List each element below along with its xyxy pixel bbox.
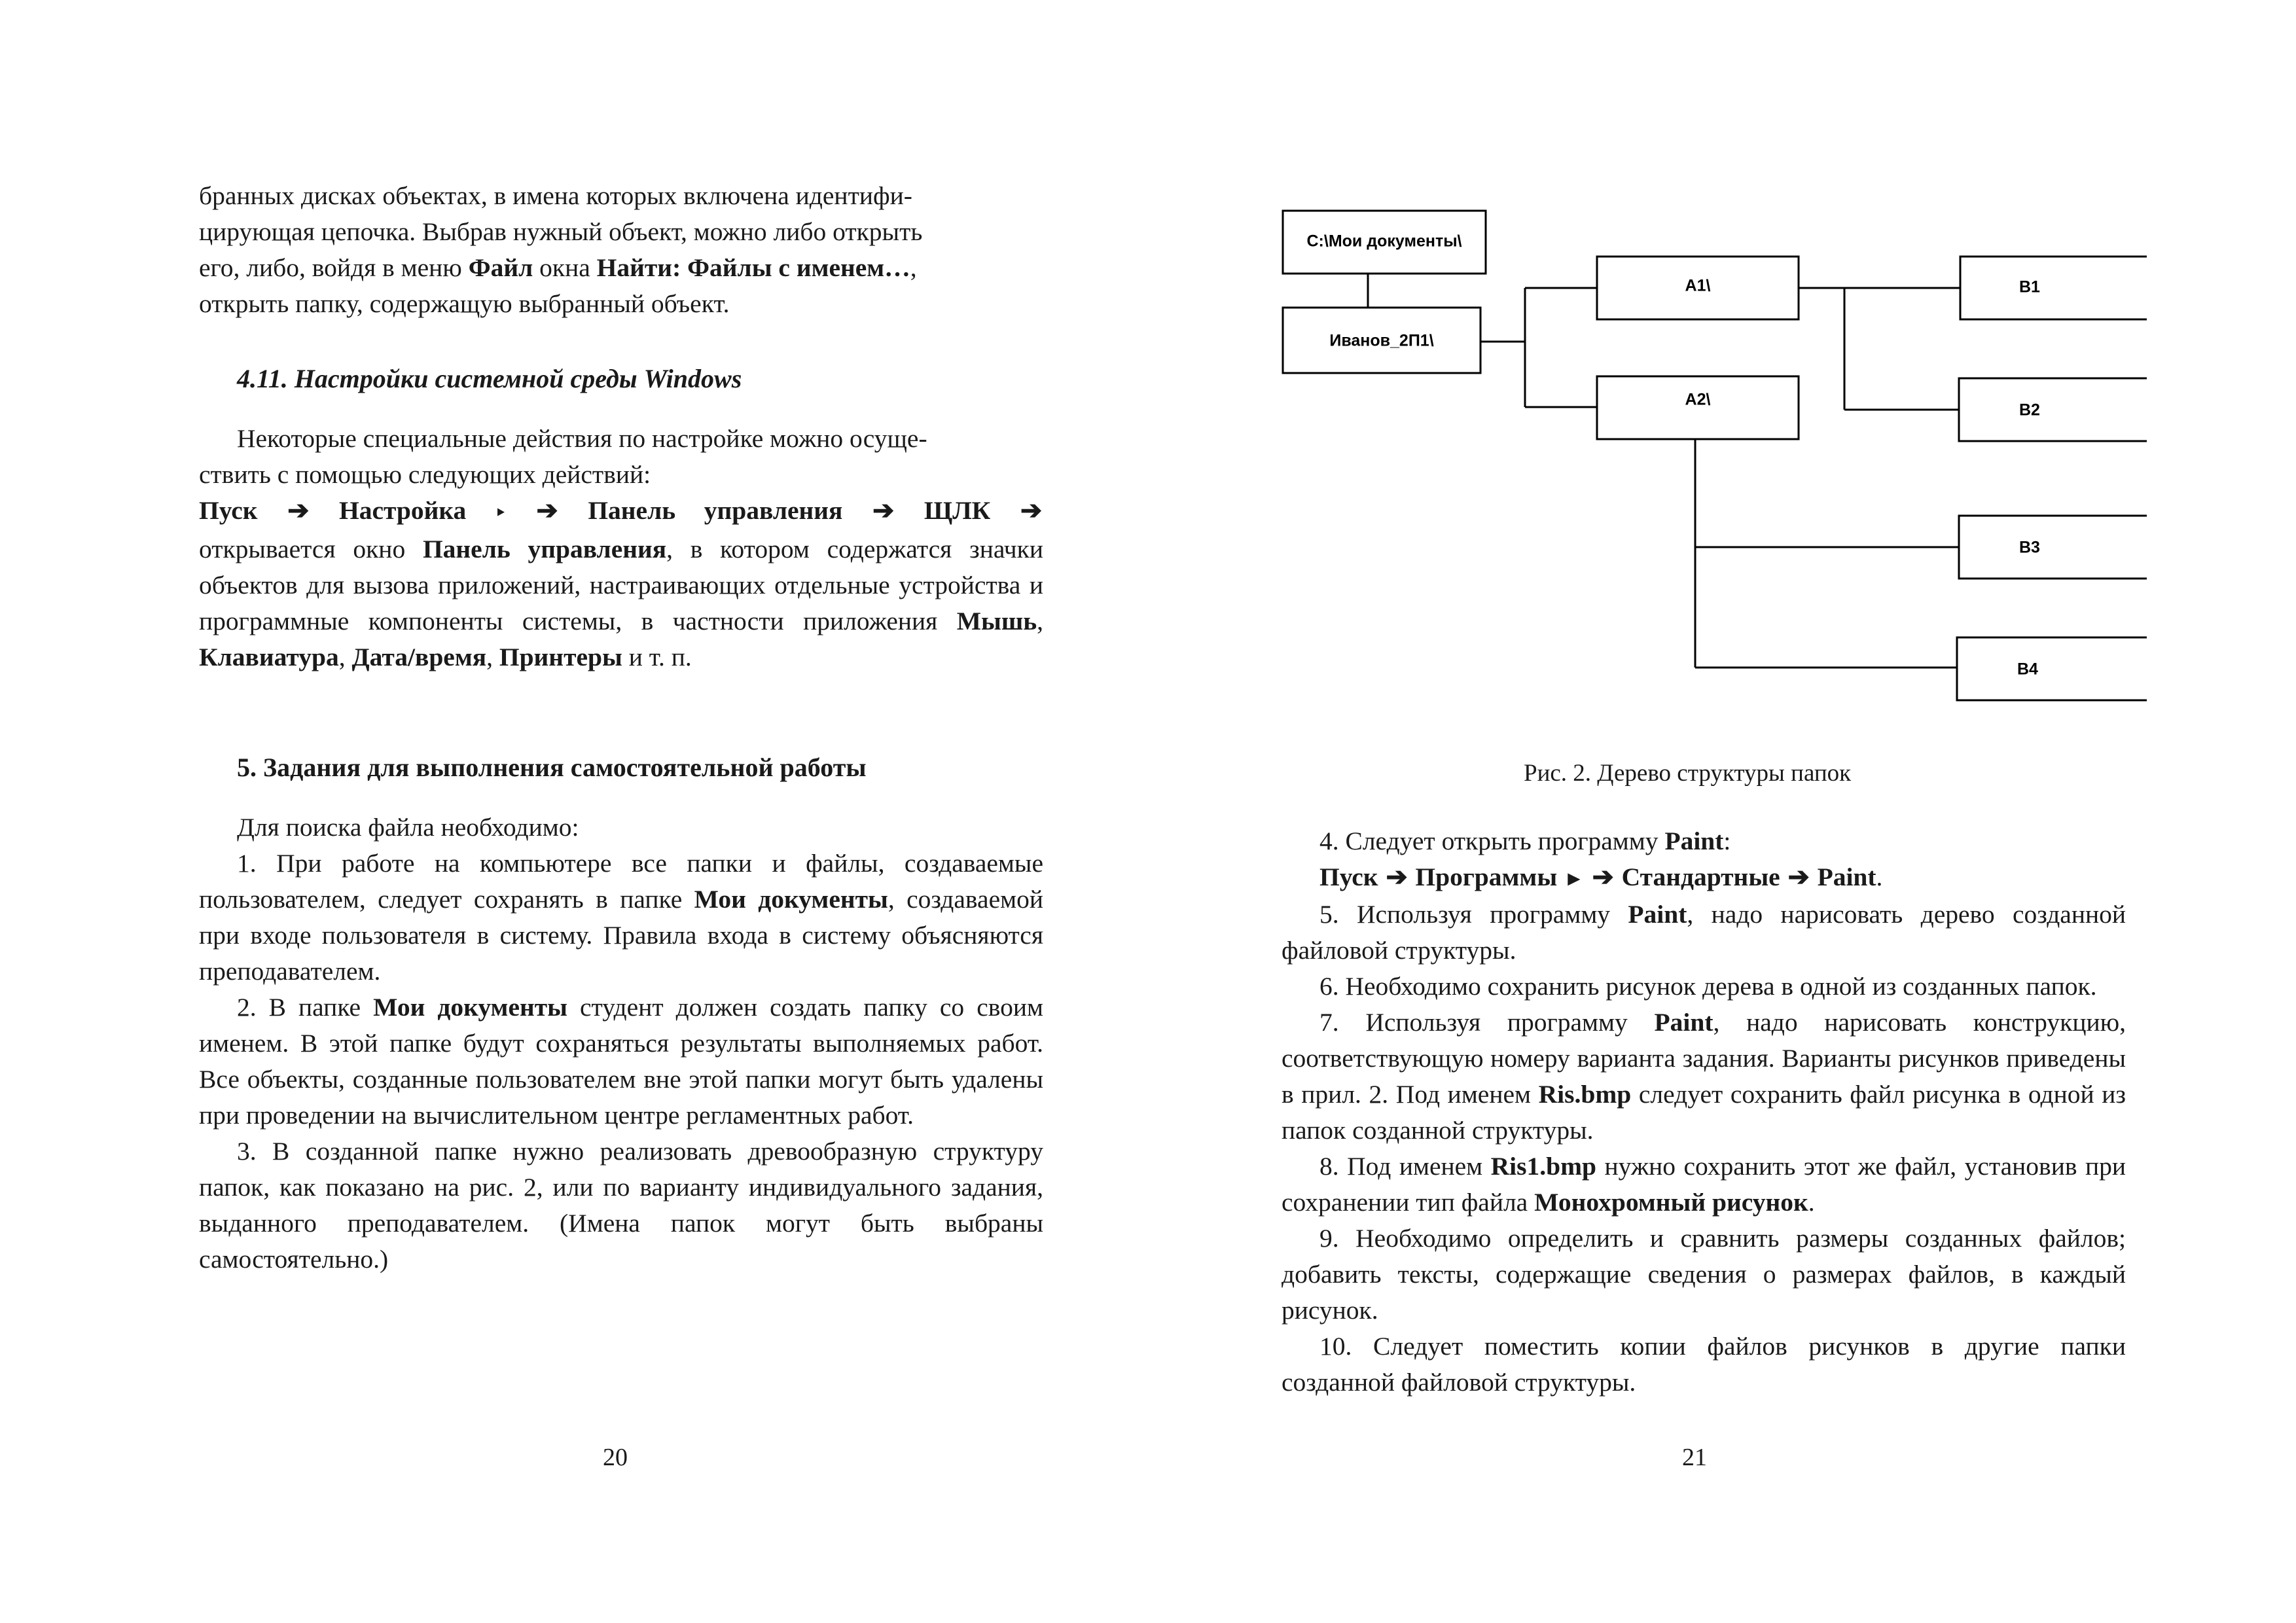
tasks-list-continued — [1282, 823, 2126, 1400]
triangle-icon: ► — [1564, 866, 1585, 890]
folder-b4-label: B4 — [2017, 660, 2038, 679]
text: открывается окно — [199, 535, 423, 563]
para-settings — [199, 421, 1043, 675]
menu-file: Файл — [468, 253, 533, 282]
text: , — [486, 643, 499, 671]
para3 — [199, 531, 1043, 675]
app-paint: Paint — [1654, 1008, 1713, 1037]
app-paint: Paint — [1628, 900, 1687, 929]
window-find: Найти: Файлы с именем… — [596, 253, 910, 282]
task-item-8 — [1282, 1149, 2126, 1221]
triangle-icon: ‣ — [494, 503, 507, 524]
para2-line2: ствить с помощью следующих действий: — [199, 460, 651, 489]
figure-caption: Рис. 2. Дерево структуры папок — [1524, 760, 1852, 787]
path-control-panel-label: Панель управления — [588, 496, 843, 525]
text: : — [1723, 827, 1731, 855]
task-item-7 — [1282, 1005, 2126, 1149]
app-keyboard: Клавиатура — [199, 643, 339, 671]
app-paint: Paint — [1664, 827, 1724, 855]
arrow-icon: ➔ — [872, 496, 895, 525]
text: 2. В папке — [237, 993, 374, 1022]
section-5-title: 5. Задания для выполнения самостоятельной работы — [237, 753, 867, 782]
tasks-list — [199, 810, 1043, 1277]
para-search-results — [199, 178, 1043, 322]
path-start: Пуск — [199, 496, 258, 525]
text: окна — [533, 253, 597, 282]
file-type-monochrome: Монохромный рисунок — [1534, 1188, 1808, 1217]
path-programs: Программы — [1415, 863, 1558, 891]
app-mouse: Мышь — [956, 607, 1037, 635]
path-control-panel — [199, 493, 1043, 531]
arrow-icon: ➔ — [1020, 496, 1043, 525]
task-item-1 — [199, 846, 1043, 990]
task-item-10: 10. Следует поместить копии файлов рисунков в другие папки созданной файловой структуры. — [1282, 1332, 2126, 1397]
folder-b3-label: B3 — [2019, 538, 2040, 557]
text: его, либо, войдя в меню — [199, 253, 469, 282]
control-panel-name: Панель управления — [422, 535, 667, 563]
path-paint-label: Paint — [1817, 863, 1876, 891]
left-page — [199, 0, 1043, 1623]
para1-line2: цирующая цепочка. Выбрав нужный объект, можно либо открыть — [199, 217, 923, 246]
folder-my-documents: Мои документы — [694, 885, 888, 914]
task-item-5 — [1282, 897, 2126, 969]
text: . — [1876, 863, 1883, 891]
page-number-right: 21 — [1682, 1444, 1707, 1471]
task-item-2 — [199, 990, 1043, 1133]
para2-line1: Некоторые специальные действия по настройке можно осуще- — [237, 424, 927, 453]
arrow-icon: ➔ — [287, 496, 310, 525]
folder-root-label: C:\Мои документы\ — [1306, 232, 1462, 251]
folder-b2-label: B2 — [2019, 401, 2040, 419]
text: студент должен создать папку со своим именем. В этой папке будут сохраняться результаты выполняемых работ. Все объекты, созданные пользователем вне этой папки могут быть удалены при проведении на вычислительном центре регламентных работ. — [199, 993, 1044, 1130]
text: , — [910, 253, 917, 282]
text: , надо нарисовать конструкцию, соответствующую номеру варианта задания. Варианты рисунков приведены в прил. 2. Под именем — [1282, 1008, 2126, 1109]
file-ris: Ris.bmp — [1538, 1080, 1632, 1109]
text: 8. Под именем — [1319, 1152, 1491, 1181]
arrow-icon: ➔ — [1592, 863, 1614, 891]
folder-a2-label: A2\ — [1685, 390, 1711, 409]
text: и т. п. — [622, 643, 692, 671]
para1-line1: бранных дисках объектах, в имена которых включена идентифи- — [199, 181, 912, 210]
path-settings: Настройка — [339, 496, 467, 525]
app-printers: Принтеры — [499, 643, 622, 671]
arrow-icon: ➔ — [1386, 863, 1408, 891]
folder-user-label: Иванов_2П1\ — [1329, 331, 1434, 350]
right-page — [1282, 0, 2126, 1623]
text: , — [1037, 607, 1043, 635]
task-item-9: 9. Необходимо определить и сравнить размеры созданных файлов; добавить тексты, содержащие сведения о размерах файлов, в каждый рисунок. — [1282, 1224, 2126, 1325]
text: , в котором содержатся значки объектов для вызова приложений, настраивающих отдельные устройства и программные компоненты системы, в частности приложения — [199, 535, 1043, 635]
path-start: Пуск — [1319, 863, 1378, 891]
text: 7. Используя программу — [1319, 1008, 1655, 1037]
text: 5. Используя программу — [1319, 900, 1628, 929]
para1-line4: открыть папку, содержащую выбранный объект. — [199, 289, 730, 318]
file-ris1: Ris1.bmp — [1490, 1152, 1596, 1181]
tasks-intro: Для поиска файла необходимо: — [237, 813, 579, 842]
text: 4. Следует открыть программу — [1319, 827, 1665, 855]
page-number-left: 20 — [603, 1444, 628, 1471]
path-standard: Стандартные — [1621, 863, 1780, 891]
section-4-11-title: 4.11. Настройки системной среды Windows — [237, 364, 742, 393]
path-paint — [1282, 859, 2126, 897]
text: , создаваемой при входе пользователя в систему. Правила входа в систему объясняются преподавателем. — [199, 885, 1043, 986]
task-item-4 — [1282, 823, 2126, 859]
text: . — [1808, 1188, 1815, 1217]
folder-a1-label: A1\ — [1685, 276, 1711, 295]
path-dblclick: ЩЛК — [924, 496, 991, 525]
arrow-icon: ➔ — [1787, 863, 1810, 891]
folder-b1-label: B1 — [2019, 277, 2040, 296]
text: , — [338, 643, 352, 671]
app-datetime: Дата/время — [351, 643, 487, 671]
arrow-icon: ➔ — [536, 496, 558, 525]
task-item-3: 3. В созданной папке нужно реализовать древообразную структуру папок, как показано на рис. 2, или по варианту индивидуального задания, выданного преподавателем. (Имена папок могут быть выбраны самостоятельно.) — [199, 1137, 1043, 1274]
para1-line3 — [199, 250, 1043, 286]
text: следует сохранить файл рисунка в одной из папок созданной структуры. — [1282, 1080, 2126, 1145]
folder-my-documents: Мои документы — [373, 993, 567, 1022]
text: , надо нарисовать дерево созданной файловой структуры. — [1282, 900, 2126, 965]
text: нужно сохранить этот же файл, установив при сохранении тип файла — [1282, 1152, 2126, 1217]
task-item-6: 6. Необходимо сохранить рисунок дерева в одной из созданных папок. — [1319, 972, 2097, 1001]
text: 1. При работе на компьютере все папки и файлы, создаваемые пользователем, следует сохранять в папке — [199, 849, 1043, 914]
